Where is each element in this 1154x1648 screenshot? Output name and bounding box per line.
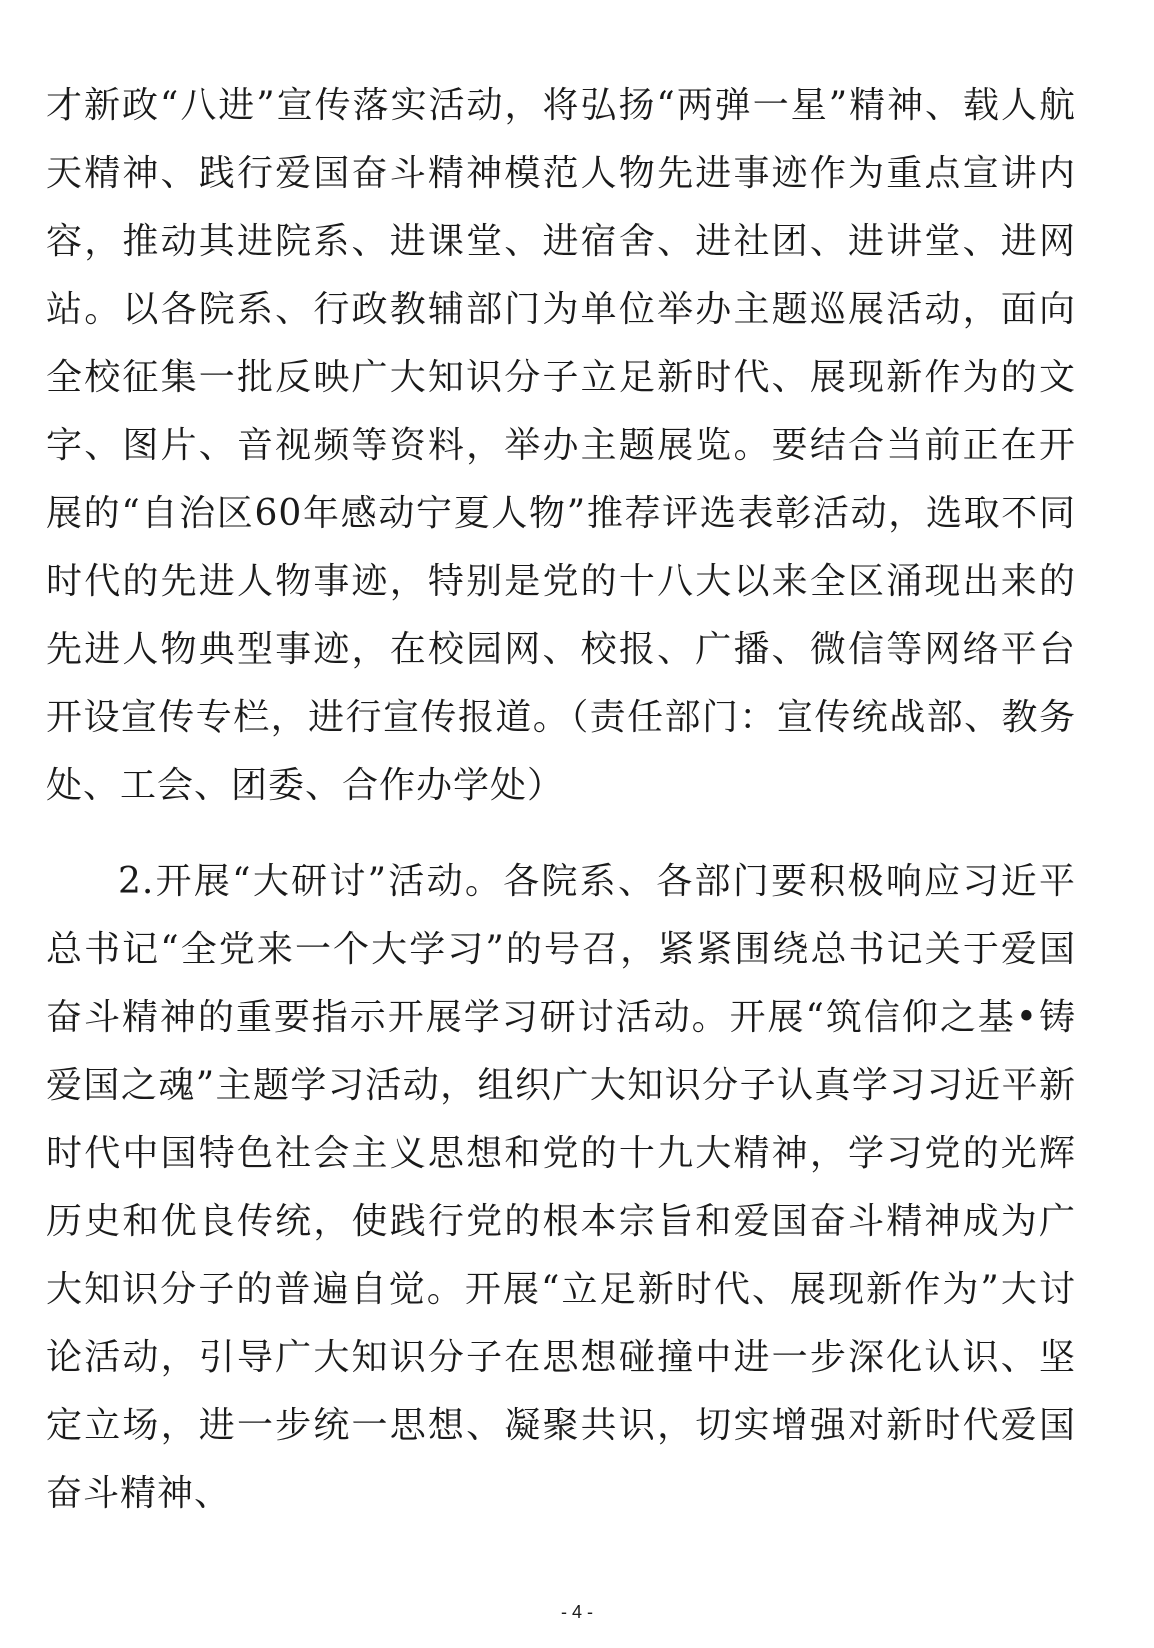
page-number: - 4 -: [560, 1602, 593, 1622]
paragraph-continued: 才新政“八进”宣传落实活动，将弘扬“两弹一星”精神、载人航天精神、践行爱国奋斗精神模范人物先进事迹作为重点宣讲内容，推动其进院系、进课堂、进宿舍、进社团、进讲堂、进网站。以各院系、行政教辅部门为单位举办主题巡展活动，面向全校征集一批反映广大知识分子立足新时代、展现新作为的文字、图片、音视频等资料，举办主题展览。要结合当前正在开展的“自治区60年感动宁夏人物”推荐评选表彰活动，选取不同时代的先进人物事迹，特别是党的十八大以来全区涌现出来的先进人物典型事迹，在校园网、校报、广播、微信等网络平台开设宣传专栏，进行宣传报道。（责任部门：宣传统战部、教务处、工会、团委、合作办学处）: [46, 85, 1076, 806]
paragraph-discussion-activity: 2.开展“大研讨”活动。各院系、各部门要积极响应习近平总书记“全党来一个大学习”的号召，紧紧围绕总书记关于爱国奋斗精神的重要指示开展学习研讨活动。开展“筑信仰之基•铸爱国之魂”主题学习活动，组织广大知识分子认真学习习近平新时代中国特色社会主义思想和党的十九大精神，学习党的光辉历史和优良传统，使践行党的根本宗旨和爱国奋斗精神成为广大知识分子的普遍自觉。开展“立足新时代、展现新作为”大讨论活动，引导广大知识分子在思想碰撞中进一步深化认识、坚定立场，进一步统一思想、凝聚共识，切实增强对新时代爱国奋斗精神、: [46, 861, 1076, 1514]
